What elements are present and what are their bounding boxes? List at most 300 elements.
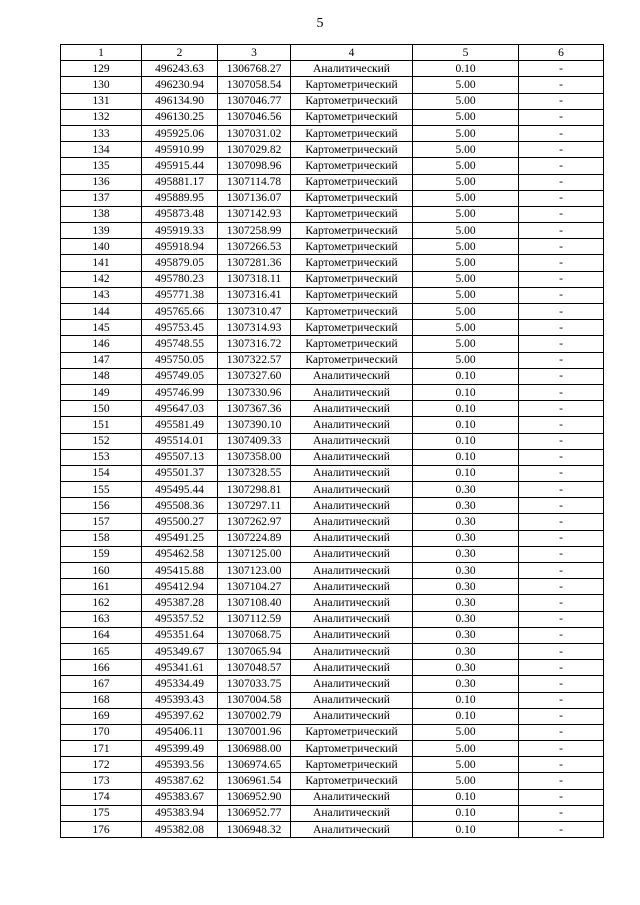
point-number-cell: 129	[61, 61, 142, 77]
method-cell: Аналитический	[291, 465, 413, 481]
method-cell: Картометрический	[291, 757, 413, 773]
method-cell: Картометрический	[291, 773, 413, 789]
method-cell: Аналитический	[291, 595, 413, 611]
note-cell: -	[519, 368, 604, 384]
accuracy-cell: 0.10	[413, 805, 519, 821]
x-coordinate-cell: 495382.08	[142, 822, 218, 838]
accuracy-cell: 5.00	[413, 255, 519, 271]
method-cell: Аналитический	[291, 579, 413, 595]
y-coordinate-cell: 1307314.93	[218, 320, 291, 336]
table-row	[61, 498, 604, 514]
y-coordinate-cell: 1307125.00	[218, 546, 291, 562]
table-row	[61, 61, 604, 77]
note-cell: -	[519, 239, 604, 255]
table-row	[61, 579, 604, 595]
note-cell: -	[519, 271, 604, 287]
y-coordinate-cell: 1307262.97	[218, 514, 291, 530]
point-number-cell: 141	[61, 255, 142, 271]
x-coordinate-cell: 496130.25	[142, 109, 218, 125]
note-cell: -	[519, 724, 604, 740]
method-cell: Аналитический	[291, 514, 413, 530]
y-coordinate-cell: 1306961.54	[218, 773, 291, 789]
accuracy-cell: 5.00	[413, 271, 519, 287]
y-coordinate-cell: 1307330.96	[218, 384, 291, 400]
method-cell: Картометрический	[291, 158, 413, 174]
method-cell: Аналитический	[291, 433, 413, 449]
x-coordinate-cell: 495889.95	[142, 190, 218, 206]
y-coordinate-cell: 1307327.60	[218, 368, 291, 384]
column-header-3: 3	[218, 45, 291, 61]
x-coordinate-cell: 495357.52	[142, 611, 218, 627]
column-header-1: 1	[61, 45, 142, 61]
accuracy-cell: 0.30	[413, 498, 519, 514]
accuracy-cell: 5.00	[413, 223, 519, 239]
accuracy-cell: 5.00	[413, 77, 519, 93]
table-row	[61, 239, 604, 255]
note-cell: -	[519, 223, 604, 239]
accuracy-cell: 0.10	[413, 692, 519, 708]
accuracy-cell: 5.00	[413, 239, 519, 255]
accuracy-cell: 0.30	[413, 482, 519, 498]
y-coordinate-cell: 1307266.53	[218, 239, 291, 255]
x-coordinate-cell: 495647.03	[142, 401, 218, 417]
method-cell: Аналитический	[291, 546, 413, 562]
x-coordinate-cell: 495765.66	[142, 304, 218, 320]
table-row	[61, 125, 604, 141]
note-cell: -	[519, 595, 604, 611]
point-number-cell: 174	[61, 789, 142, 805]
method-cell: Аналитический	[291, 627, 413, 643]
note-cell: -	[519, 158, 604, 174]
table-row	[61, 336, 604, 352]
x-coordinate-cell: 495873.48	[142, 206, 218, 222]
accuracy-cell: 0.10	[413, 465, 519, 481]
y-coordinate-cell: 1306952.77	[218, 805, 291, 821]
column-header-5: 5	[413, 45, 519, 61]
point-number-cell: 146	[61, 336, 142, 352]
note-cell: -	[519, 401, 604, 417]
accuracy-cell: 5.00	[413, 757, 519, 773]
table-row	[61, 724, 604, 740]
x-coordinate-cell: 495383.67	[142, 789, 218, 805]
note-cell: -	[519, 514, 604, 530]
method-cell: Картометрический	[291, 125, 413, 141]
point-number-cell: 166	[61, 660, 142, 676]
table-row	[61, 563, 604, 579]
method-cell: Аналитический	[291, 563, 413, 579]
column-header-4: 4	[291, 45, 413, 61]
note-cell: -	[519, 304, 604, 320]
accuracy-cell: 5.00	[413, 109, 519, 125]
y-coordinate-cell: 1306948.32	[218, 822, 291, 838]
x-coordinate-cell: 495500.27	[142, 514, 218, 530]
table-row	[61, 595, 604, 611]
point-number-cell: 160	[61, 563, 142, 579]
accuracy-cell: 5.00	[413, 190, 519, 206]
table-row	[61, 190, 604, 206]
note-cell: -	[519, 546, 604, 562]
y-coordinate-cell: 1307065.94	[218, 643, 291, 659]
x-coordinate-cell: 495753.45	[142, 320, 218, 336]
y-coordinate-cell: 1307004.58	[218, 692, 291, 708]
column-header-6: 6	[519, 45, 604, 61]
y-coordinate-cell: 1307029.82	[218, 142, 291, 158]
method-cell: Аналитический	[291, 61, 413, 77]
table-row	[61, 223, 604, 239]
table-row	[61, 643, 604, 659]
y-coordinate-cell: 1307224.89	[218, 530, 291, 546]
table-row	[61, 287, 604, 303]
point-number-cell: 155	[61, 482, 142, 498]
table-row	[61, 142, 604, 158]
note-cell: -	[519, 482, 604, 498]
point-number-cell: 143	[61, 287, 142, 303]
x-coordinate-cell: 495919.33	[142, 223, 218, 239]
point-number-cell: 130	[61, 77, 142, 93]
point-number-cell: 164	[61, 627, 142, 643]
accuracy-cell: 0.10	[413, 417, 519, 433]
x-coordinate-cell: 496243.63	[142, 61, 218, 77]
note-cell: -	[519, 563, 604, 579]
x-coordinate-cell: 495351.64	[142, 627, 218, 643]
table-row	[61, 77, 604, 93]
note-cell: -	[519, 822, 604, 838]
column-header-2: 2	[142, 45, 218, 61]
x-coordinate-cell: 495918.94	[142, 239, 218, 255]
accuracy-cell: 5.00	[413, 206, 519, 222]
method-cell: Картометрический	[291, 287, 413, 303]
x-coordinate-cell: 495387.28	[142, 595, 218, 611]
method-cell: Картометрический	[291, 304, 413, 320]
table-row	[61, 158, 604, 174]
x-coordinate-cell: 495412.94	[142, 579, 218, 595]
table-row	[61, 320, 604, 336]
method-cell: Аналитический	[291, 368, 413, 384]
point-number-cell: 136	[61, 174, 142, 190]
y-coordinate-cell: 1307390.10	[218, 417, 291, 433]
note-cell: -	[519, 287, 604, 303]
method-cell: Аналитический	[291, 449, 413, 465]
point-number-cell: 153	[61, 449, 142, 465]
note-cell: -	[519, 805, 604, 821]
table-row	[61, 482, 604, 498]
x-coordinate-cell: 495501.37	[142, 465, 218, 481]
point-number-cell: 152	[61, 433, 142, 449]
point-number-cell: 175	[61, 805, 142, 821]
y-coordinate-cell: 1307316.72	[218, 336, 291, 352]
table-row	[61, 676, 604, 692]
y-coordinate-cell: 1307104.27	[218, 579, 291, 595]
point-number-cell: 159	[61, 546, 142, 562]
table-row	[61, 692, 604, 708]
point-number-cell: 154	[61, 465, 142, 481]
point-number-cell: 138	[61, 206, 142, 222]
x-coordinate-cell: 495879.05	[142, 255, 218, 271]
note-cell: -	[519, 109, 604, 125]
x-coordinate-cell: 495910.99	[142, 142, 218, 158]
table-row	[61, 741, 604, 757]
x-coordinate-cell: 495581.49	[142, 417, 218, 433]
y-coordinate-cell: 1307068.75	[218, 627, 291, 643]
y-coordinate-cell: 1307112.59	[218, 611, 291, 627]
point-number-cell: 140	[61, 239, 142, 255]
point-number-cell: 135	[61, 158, 142, 174]
accuracy-cell: 5.00	[413, 287, 519, 303]
note-cell: -	[519, 336, 604, 352]
x-coordinate-cell: 495514.01	[142, 433, 218, 449]
method-cell: Картометрический	[291, 271, 413, 287]
note-cell: -	[519, 660, 604, 676]
point-number-cell: 161	[61, 579, 142, 595]
table-row	[61, 773, 604, 789]
method-cell: Картометрический	[291, 206, 413, 222]
note-cell: -	[519, 255, 604, 271]
note-cell: -	[519, 417, 604, 433]
x-coordinate-cell: 495925.06	[142, 125, 218, 141]
method-cell: Картометрический	[291, 174, 413, 190]
table-row	[61, 304, 604, 320]
point-number-cell: 170	[61, 724, 142, 740]
point-number-cell: 171	[61, 741, 142, 757]
accuracy-cell: 0.30	[413, 530, 519, 546]
note-cell: -	[519, 384, 604, 400]
method-cell: Аналитический	[291, 660, 413, 676]
table-row	[61, 352, 604, 368]
point-number-cell: 150	[61, 401, 142, 417]
y-coordinate-cell: 1307108.40	[218, 595, 291, 611]
table-row	[61, 449, 604, 465]
accuracy-cell: 5.00	[413, 352, 519, 368]
method-cell: Аналитический	[291, 417, 413, 433]
point-number-cell: 147	[61, 352, 142, 368]
page-number: 5	[316, 16, 324, 31]
table-row	[61, 401, 604, 417]
x-coordinate-cell: 495349.67	[142, 643, 218, 659]
accuracy-cell: 5.00	[413, 320, 519, 336]
note-cell: -	[519, 465, 604, 481]
point-number-cell: 162	[61, 595, 142, 611]
y-coordinate-cell: 1306974.65	[218, 757, 291, 773]
note-cell: -	[519, 320, 604, 336]
method-cell: Картометрический	[291, 142, 413, 158]
note-cell: -	[519, 676, 604, 692]
y-coordinate-cell: 1307328.55	[218, 465, 291, 481]
point-number-cell: 167	[61, 676, 142, 692]
note-cell: -	[519, 789, 604, 805]
x-coordinate-cell: 495771.38	[142, 287, 218, 303]
note-cell: -	[519, 352, 604, 368]
table-row	[61, 93, 604, 109]
method-cell: Картометрический	[291, 741, 413, 757]
x-coordinate-cell: 495334.49	[142, 676, 218, 692]
x-coordinate-cell: 495508.36	[142, 498, 218, 514]
header-row	[61, 45, 604, 61]
y-coordinate-cell: 1307409.33	[218, 433, 291, 449]
y-coordinate-cell: 1306988.00	[218, 741, 291, 757]
y-coordinate-cell: 1307058.54	[218, 77, 291, 93]
y-coordinate-cell: 1307046.77	[218, 93, 291, 109]
point-number-cell: 151	[61, 417, 142, 433]
note-cell: -	[519, 433, 604, 449]
x-coordinate-cell: 495749.05	[142, 368, 218, 384]
point-number-cell: 156	[61, 498, 142, 514]
accuracy-cell: 0.30	[413, 660, 519, 676]
table-row	[61, 708, 604, 724]
note-cell: -	[519, 692, 604, 708]
y-coordinate-cell: 1307322.57	[218, 352, 291, 368]
accuracy-cell: 0.10	[413, 789, 519, 805]
table-row	[61, 514, 604, 530]
x-coordinate-cell: 495881.17	[142, 174, 218, 190]
accuracy-cell: 0.30	[413, 563, 519, 579]
x-coordinate-cell: 495750.05	[142, 352, 218, 368]
note-cell: -	[519, 190, 604, 206]
x-coordinate-cell: 495393.43	[142, 692, 218, 708]
accuracy-cell: 0.30	[413, 643, 519, 659]
method-cell: Аналитический	[291, 789, 413, 805]
point-number-cell: 131	[61, 93, 142, 109]
note-cell: -	[519, 449, 604, 465]
point-number-cell: 169	[61, 708, 142, 724]
table-row	[61, 109, 604, 125]
x-coordinate-cell: 495387.62	[142, 773, 218, 789]
table-row	[61, 384, 604, 400]
y-coordinate-cell: 1307318.11	[218, 271, 291, 287]
point-number-cell: 139	[61, 223, 142, 239]
accuracy-cell: 5.00	[413, 336, 519, 352]
table-row	[61, 417, 604, 433]
x-coordinate-cell: 495399.49	[142, 741, 218, 757]
y-coordinate-cell: 1307136.07	[218, 190, 291, 206]
point-number-cell: 168	[61, 692, 142, 708]
accuracy-cell: 5.00	[413, 158, 519, 174]
method-cell: Картометрический	[291, 223, 413, 239]
method-cell: Аналитический	[291, 384, 413, 400]
method-cell: Аналитический	[291, 676, 413, 692]
table-row	[61, 206, 604, 222]
y-coordinate-cell: 1307367.36	[218, 401, 291, 417]
point-number-cell: 148	[61, 368, 142, 384]
table-row	[61, 546, 604, 562]
accuracy-cell: 0.10	[413, 822, 519, 838]
method-cell: Картометрический	[291, 109, 413, 125]
method-cell: Аналитический	[291, 530, 413, 546]
note-cell: -	[519, 708, 604, 724]
note-cell: -	[519, 174, 604, 190]
table-row	[61, 805, 604, 821]
y-coordinate-cell: 1307046.56	[218, 109, 291, 125]
method-cell: Картометрический	[291, 77, 413, 93]
accuracy-cell: 0.30	[413, 579, 519, 595]
x-coordinate-cell: 495415.88	[142, 563, 218, 579]
accuracy-cell: 0.30	[413, 627, 519, 643]
x-coordinate-cell: 495406.11	[142, 724, 218, 740]
x-coordinate-cell: 495491.25	[142, 530, 218, 546]
note-cell: -	[519, 627, 604, 643]
accuracy-cell: 5.00	[413, 741, 519, 757]
accuracy-cell: 0.10	[413, 433, 519, 449]
table-row	[61, 789, 604, 805]
point-number-cell: 157	[61, 514, 142, 530]
point-number-cell: 133	[61, 125, 142, 141]
point-number-cell: 132	[61, 109, 142, 125]
method-cell: Картометрический	[291, 336, 413, 352]
point-number-cell: 142	[61, 271, 142, 287]
method-cell: Картометрический	[291, 320, 413, 336]
note-cell: -	[519, 773, 604, 789]
table-row	[61, 433, 604, 449]
y-coordinate-cell: 1307098.96	[218, 158, 291, 174]
table-row	[61, 660, 604, 676]
y-coordinate-cell: 1307298.81	[218, 482, 291, 498]
y-coordinate-cell: 1307281.36	[218, 255, 291, 271]
point-number-cell: 137	[61, 190, 142, 206]
x-coordinate-cell: 495393.56	[142, 757, 218, 773]
note-cell: -	[519, 93, 604, 109]
note-cell: -	[519, 125, 604, 141]
point-number-cell: 176	[61, 822, 142, 838]
x-coordinate-cell: 495748.55	[142, 336, 218, 352]
point-number-cell: 172	[61, 757, 142, 773]
point-number-cell: 158	[61, 530, 142, 546]
table-row	[61, 174, 604, 190]
accuracy-cell: 0.30	[413, 676, 519, 692]
x-coordinate-cell: 495495.44	[142, 482, 218, 498]
note-cell: -	[519, 77, 604, 93]
method-cell: Аналитический	[291, 611, 413, 627]
x-coordinate-cell: 496134.90	[142, 93, 218, 109]
table-row	[61, 822, 604, 838]
x-coordinate-cell: 495915.44	[142, 158, 218, 174]
table-row	[61, 757, 604, 773]
point-number-cell: 173	[61, 773, 142, 789]
point-number-cell: 165	[61, 643, 142, 659]
table-row	[61, 271, 604, 287]
y-coordinate-cell: 1307258.99	[218, 223, 291, 239]
y-coordinate-cell: 1306768.27	[218, 61, 291, 77]
method-cell: Аналитический	[291, 401, 413, 417]
method-cell: Аналитический	[291, 643, 413, 659]
point-number-cell: 149	[61, 384, 142, 400]
table-row	[61, 368, 604, 384]
method-cell: Аналитический	[291, 805, 413, 821]
accuracy-cell: 5.00	[413, 304, 519, 320]
method-cell: Картометрический	[291, 93, 413, 109]
x-coordinate-cell: 495462.58	[142, 546, 218, 562]
y-coordinate-cell: 1307310.47	[218, 304, 291, 320]
accuracy-cell: 0.10	[413, 708, 519, 724]
method-cell: Аналитический	[291, 498, 413, 514]
y-coordinate-cell: 1307297.11	[218, 498, 291, 514]
accuracy-cell: 5.00	[413, 773, 519, 789]
y-coordinate-cell: 1307142.93	[218, 206, 291, 222]
table-body	[61, 61, 604, 838]
y-coordinate-cell: 1307048.57	[218, 660, 291, 676]
note-cell: -	[519, 498, 604, 514]
method-cell: Картометрический	[291, 255, 413, 271]
y-coordinate-cell: 1307316.41	[218, 287, 291, 303]
y-coordinate-cell: 1307033.75	[218, 676, 291, 692]
y-coordinate-cell: 1307001.96	[218, 724, 291, 740]
accuracy-cell: 0.10	[413, 61, 519, 77]
note-cell: -	[519, 206, 604, 222]
accuracy-cell: 0.30	[413, 546, 519, 562]
x-coordinate-cell: 495341.61	[142, 660, 218, 676]
table-row	[61, 255, 604, 271]
point-number-cell: 145	[61, 320, 142, 336]
y-coordinate-cell: 1307123.00	[218, 563, 291, 579]
table-row	[61, 627, 604, 643]
